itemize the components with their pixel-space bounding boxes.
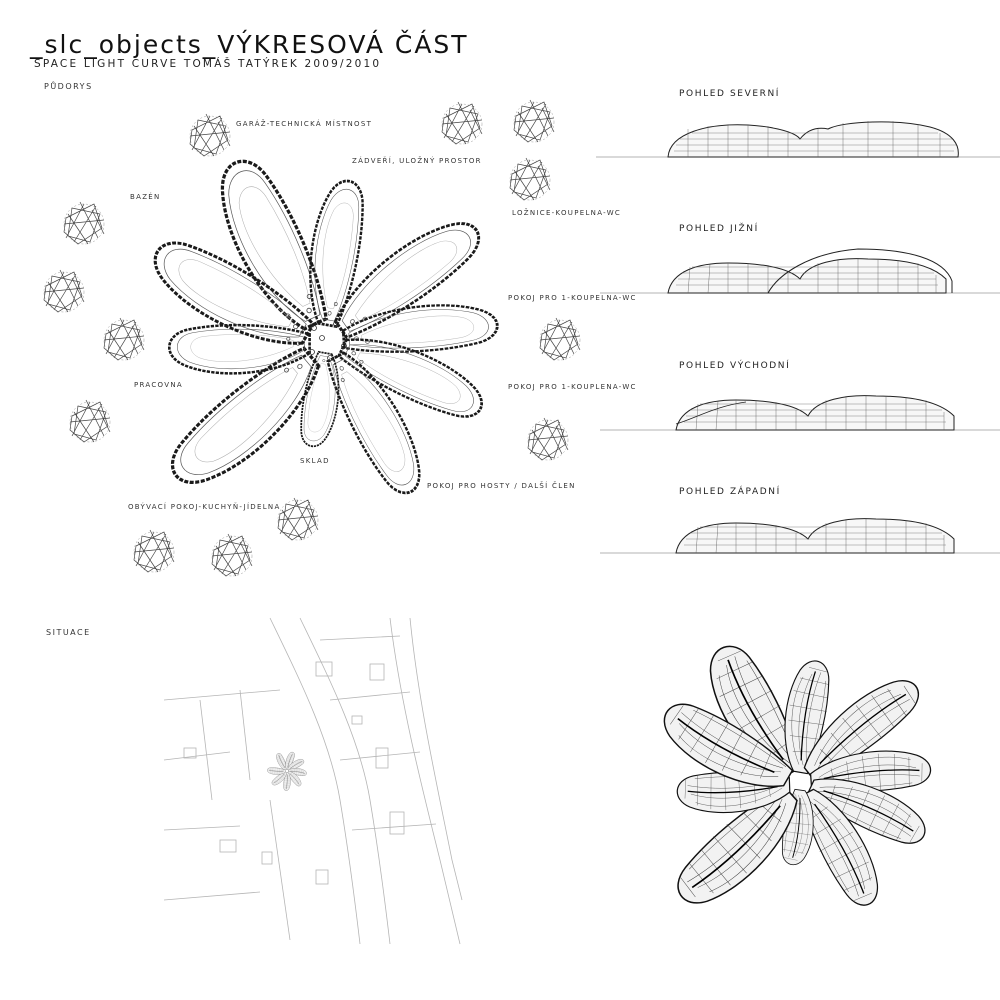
trees: [44, 100, 580, 576]
elevation-label-south: POHLED JIŽNÍ: [679, 224, 759, 234]
room-label-guest: POKOJ PRO HOSTY / DALŠÍ ČLEN: [427, 482, 576, 490]
elevations: [596, 121, 1000, 553]
room-label-pool: BAZÉN: [130, 193, 161, 201]
room-label-room1b: POKOJ PRO 1-KOUPLENA-WC: [508, 383, 637, 391]
elevation-label-west: POHLED ZÁPADNÍ: [679, 487, 781, 497]
wireframe-top-view: [653, 637, 933, 919]
floor-plan-section-label: PŮDORYS: [44, 82, 93, 91]
room-label-bedroom: LOŽNICE-KOUPELNA-WC: [512, 209, 622, 217]
room-label-study: PRACOVNA: [134, 381, 183, 389]
elevation-label-east: POHLED VÝCHODNÍ: [679, 361, 791, 371]
room-label-living: OBÝVACÍ POKOJ-KUCHYŇ-JÍDELNA: [128, 503, 281, 511]
site-plan: [164, 618, 462, 944]
petal-entrance: [299, 177, 370, 328]
room-label-garage: GARÁŽ-TECHNICKÁ MÍSTNOST: [236, 120, 373, 128]
drawing-title: _slc_objects_VÝKRESOVÁ ČÁST: [30, 30, 469, 59]
site-plan-section-label: SITUACE: [46, 628, 91, 637]
room-label-entrance: ZÁDVEŘÍ, ULOŽNÝ PROSTOR: [352, 157, 482, 165]
room-label-storage: SKLAD: [300, 457, 330, 465]
drawing-subtitle: SPACE LIGHT CURVE TOMÁŠ TATÝREK 2009/2010: [34, 58, 382, 70]
petal-bedroom: [323, 208, 489, 346]
petal-study: [169, 325, 309, 373]
petal-living: [159, 340, 334, 501]
elevation-label-north: POHLED SEVERNÍ: [679, 89, 781, 99]
floor-plan: [44, 100, 580, 576]
room-label-room1a: POKOJ PRO 1-KOUPELNA-WC: [508, 294, 637, 302]
